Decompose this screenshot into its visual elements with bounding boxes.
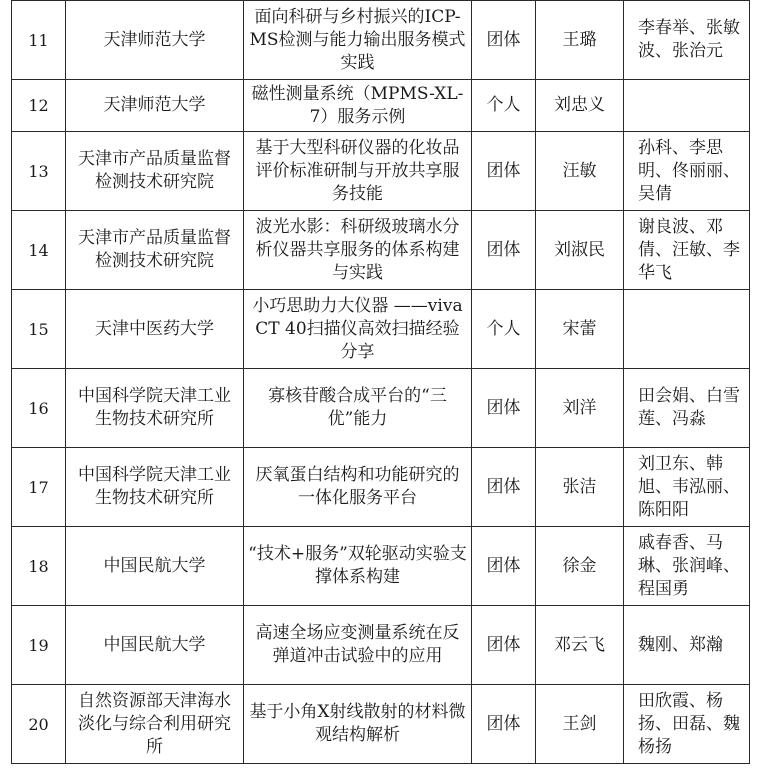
organization-cell: 天津中医药大学 bbox=[66, 290, 244, 369]
table-row bbox=[12, 1, 750, 80]
members-cell: 魏刚、郑瀚 bbox=[624, 606, 750, 685]
members-cell: 田欣霞、杨扬、田磊、魏杨扬 bbox=[624, 685, 750, 764]
organization-cell: 中国科学院天津工业生物技术研究所 bbox=[66, 369, 244, 448]
leader-cell: 刘淑民 bbox=[536, 211, 624, 290]
row-number: 11 bbox=[12, 1, 66, 80]
organization-cell: 天津师范大学 bbox=[66, 80, 244, 132]
leader-cell: 刘洋 bbox=[536, 369, 624, 448]
row-number: 19 bbox=[12, 606, 66, 685]
row-number: 14 bbox=[12, 211, 66, 290]
table-row bbox=[12, 132, 750, 211]
entry-type-cell: 团体 bbox=[472, 369, 536, 448]
organization-cell: 天津市产品质量监督检测技术研究院 bbox=[66, 211, 244, 290]
project-title-cell: “技术+服务”双轮驱动实验支撑体系构建 bbox=[244, 527, 472, 606]
leader-cell: 张洁 bbox=[536, 448, 624, 527]
members-cell: 谢良波、邓倩、汪敏、李华飞 bbox=[624, 211, 750, 290]
leader-cell: 宋蕾 bbox=[536, 290, 624, 369]
table-row bbox=[12, 527, 750, 606]
entry-type-cell: 个人 bbox=[472, 290, 536, 369]
members-cell: 田会娟、白雪莲、冯淼 bbox=[624, 369, 750, 448]
members-cell bbox=[624, 290, 750, 369]
entry-type-cell: 团体 bbox=[472, 527, 536, 606]
entry-type-cell: 团体 bbox=[472, 132, 536, 211]
organization-cell: 天津师范大学 bbox=[66, 1, 244, 80]
project-title-cell: 寡核苷酸合成平台的“三优”能力 bbox=[244, 369, 472, 448]
members-cell: 戚春香、马琳、张润峰、程国勇 bbox=[624, 527, 750, 606]
row-number: 20 bbox=[12, 685, 66, 764]
table-row bbox=[12, 448, 750, 527]
project-title-cell: 磁性测量系统（MPMS-XL-7）服务示例 bbox=[244, 80, 472, 132]
organization-cell: 天津市产品质量监督检测技术研究院 bbox=[66, 132, 244, 211]
row-number: 18 bbox=[12, 527, 66, 606]
leader-cell: 邓云飞 bbox=[536, 606, 624, 685]
table-row bbox=[12, 606, 750, 685]
entry-type-cell: 团体 bbox=[472, 448, 536, 527]
members-cell bbox=[624, 80, 750, 132]
project-title-cell: 波光水影：科研级玻璃水分析仪器共享服务的体系构建与实践 bbox=[244, 211, 472, 290]
row-number: 13 bbox=[12, 132, 66, 211]
table-row bbox=[12, 290, 750, 369]
organization-cell: 中国科学院天津工业生物技术研究所 bbox=[66, 448, 244, 527]
entry-type-cell: 个人 bbox=[472, 80, 536, 132]
table-row bbox=[12, 685, 750, 764]
entry-type-cell: 团体 bbox=[472, 211, 536, 290]
organization-cell: 中国民航大学 bbox=[66, 606, 244, 685]
project-title-cell: 小巧思助力大仪器 ——vivaCT 40扫描仪高效扫描经验分享 bbox=[244, 290, 472, 369]
project-title-cell: 厌氧蛋白结构和功能研究的一体化服务平台 bbox=[244, 448, 472, 527]
leader-cell: 王剑 bbox=[536, 685, 624, 764]
leader-cell: 王璐 bbox=[536, 1, 624, 80]
row-number: 15 bbox=[12, 290, 66, 369]
organization-cell: 中国民航大学 bbox=[66, 527, 244, 606]
entry-type-cell: 团体 bbox=[472, 606, 536, 685]
members-cell: 孙科、李思明、佟丽丽、吴倩 bbox=[624, 132, 750, 211]
awards-table bbox=[11, 0, 750, 764]
row-number: 16 bbox=[12, 369, 66, 448]
project-title-cell: 面向科研与乡村振兴的ICP-MS检测与能力输出服务模式实践 bbox=[244, 1, 472, 80]
entry-type-cell: 团体 bbox=[472, 685, 536, 764]
leader-cell: 徐金 bbox=[536, 527, 624, 606]
row-number: 17 bbox=[12, 448, 66, 527]
project-title-cell: 基于小角X射线散射的材料微观结构解析 bbox=[244, 685, 472, 764]
organization-cell: 自然资源部天津海水淡化与综合利用研究所 bbox=[66, 685, 244, 764]
project-title-cell: 基于大型科研仪器的化妆品评价标准研制与开放共享服务技能 bbox=[244, 132, 472, 211]
table-row bbox=[12, 80, 750, 132]
leader-cell: 刘忠义 bbox=[536, 80, 624, 132]
members-cell: 刘卫东、韩旭、韦泓丽、陈阳阳 bbox=[624, 448, 750, 527]
entry-type-cell: 团体 bbox=[472, 1, 536, 80]
leader-cell: 汪敏 bbox=[536, 132, 624, 211]
row-number: 12 bbox=[12, 80, 66, 132]
table-row bbox=[12, 369, 750, 448]
project-title-cell: 高速全场应变测量系统在反弹道冲击试验中的应用 bbox=[244, 606, 472, 685]
members-cell: 李春举、张敏波、张治元 bbox=[624, 1, 750, 80]
table-row bbox=[12, 211, 750, 290]
